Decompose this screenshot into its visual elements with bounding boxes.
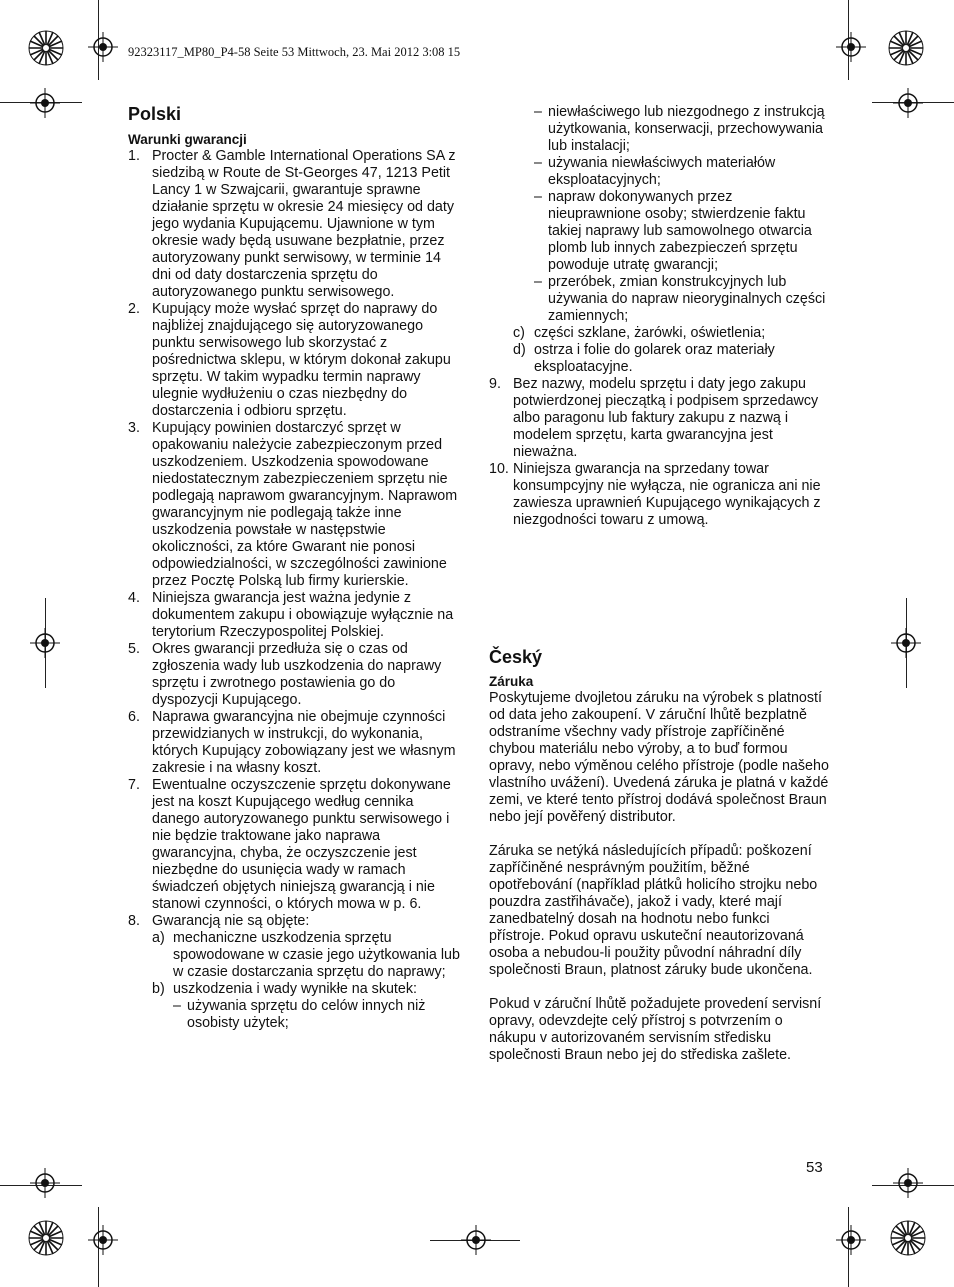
item-text: Ewentualne oczyszczenie sprzętu dokonywane jest na koszt Kupującego według cennika danego autoryzowanego punktu serwisowego i nie będzie traktowane jako naprawa gwarancyjna, chyba, że oczyszczenie jest niezbędne do usunięcia wady w ramach świadczeń objętych niniejszą gwarancją i nie stanowi czynności, o których mowa w p. 6. — [152, 777, 451, 912]
registration-mark-icon — [30, 628, 60, 658]
sub-item-label: c) — [513, 325, 525, 341]
item-text: Kupujący może wysłać sprzęt do naprawy do najbliżej znajdującego się autoryzowanego punktu serwisowego lub skorzystać z pośrednictwa sklepu, w którym dokonał zakupu sprzętu. W takim wypadku termin naprawy ulegnie wydłużeniu o czas niezbędny do dostarczenia i odbioru sprzętu. — [152, 301, 451, 419]
dash-item — [534, 274, 829, 325]
dash-marker: – — [173, 998, 181, 1014]
item-number: 8. — [128, 913, 140, 929]
sub-item-text: części szklane, żarówki, oświetlenia; — [534, 325, 766, 341]
sub-item-text: uszkodzenia i wady wynikłe na skutek: — [173, 981, 417, 997]
dash-item-text: napraw dokonywanych przez nieuprawnione osoby; stwierdzenie faktu takiej naprawy lub samowolnego otwarcia plomb lub innych zabezpieczeń sprzętu powoduje utratę gwarancji; — [548, 189, 812, 273]
item-number: 6. — [128, 709, 140, 725]
list-item — [128, 590, 463, 641]
registration-mark-icon — [88, 32, 118, 62]
list-item — [128, 913, 463, 1032]
item-number: 10. — [489, 461, 509, 477]
left-column — [128, 104, 463, 1032]
registration-mark-icon — [836, 32, 866, 62]
cesky-section — [489, 647, 829, 1064]
registration-mark-icon — [893, 1168, 923, 1198]
starburst-target-icon — [28, 1220, 64, 1256]
registration-mark-icon — [88, 1225, 118, 1255]
sub-item-label: b) — [152, 981, 165, 997]
right-column — [489, 104, 829, 529]
starburst-target-icon — [890, 1220, 926, 1256]
dash-item-text: używania sprzętu do celów innych niż osobisty użytek; — [187, 998, 426, 1031]
sub-item-label: d) — [513, 342, 526, 358]
section-subtitle-zaruka: Záruka — [489, 674, 534, 689]
dash-item — [534, 189, 829, 274]
dash-item-text: używania niewłaściwych materiałów eksploatacyjnych; — [548, 155, 776, 188]
item-text: Procter & Gamble International Operations SA z siedzibą w Route de St-Georges 47, 1213 Petit Lancy 1 w Szwajcarii, gwarantuje sprawne działanie sprzętu w okresie 24 miesięcy od daty jego wydania Kupującemu. Ujawnione w tym okresie wady będą usuwane bezpłatnie, przez autoryzowany punkt serwisowy, w terminie 14 dni od daty dostarczenia sprzętu do autoryzowanego punktu serwisowego. — [152, 148, 456, 300]
dash-item — [173, 998, 463, 1032]
paragraph: Záruka se netýká následujících případů: poškození zapříčiněné nesprávným použitím, běžné opotřebování (například plátků holicího strojku nebo pouzdra zastřihávače), jakož i vady, které mají zanedbatelný dosah na hodnotu nebo funkci přístroje. Pokud opravu uskuteční neautorizovaná osoba a nebudou-li použity původní náhradní díly společnosti Braun, platnost záruky bude ukončena. — [489, 843, 818, 978]
sub-item — [513, 342, 829, 376]
registration-mark-icon — [891, 628, 921, 658]
item-number: 2. — [128, 301, 140, 317]
registration-mark-icon — [461, 1225, 491, 1255]
dash-marker: – — [534, 104, 542, 120]
sub-item — [513, 325, 829, 342]
dash-marker: – — [534, 274, 542, 290]
list-item — [128, 777, 463, 913]
dash-item — [534, 104, 829, 155]
registration-mark-icon — [30, 1168, 60, 1198]
item-text: Niniejsza gwarancja na sprzedany towar konsumpcyjny nie wyłącza, nie ogranicza ani nie zawiesza uprawnień Kupującego wynikających z niezgodności towaru z umową. — [513, 461, 821, 528]
item-number: 4. — [128, 590, 140, 606]
print-job-header: 92323117_MP80_P4-58 Seite 53 Mittwoch, 23. Mai 2012 3:08 15 — [128, 45, 461, 59]
item-text: Naprawa gwarancyjna nie obejmuje czynności przewidzianych w instrukcji, do wykonania, których Kupujący zobowiązany jest we własnym zakresie i na własny koszt. — [152, 709, 456, 776]
list-item — [128, 148, 463, 301]
item-number: 7. — [128, 777, 140, 793]
section-subtitle-warranty: Warunki gwarancji — [128, 132, 247, 147]
starburst-target-icon — [888, 30, 924, 66]
dash-item — [534, 155, 829, 189]
dash-marker: – — [534, 189, 542, 205]
sub-item-label: a) — [152, 930, 165, 946]
item-number: 1. — [128, 148, 140, 164]
list-item — [128, 641, 463, 709]
paragraph: Poskytujeme dvojletou záruku na výrobek s platností od data jeho zakoupení. V záruční lhůtě bezplatně odstraníme všechny vady přístroje zapříčiněné chybou materiálu nebo výroby, a to buď formou opravy, nebo výměnou celého přístroje (podle našeho vlastního uvážení). Uvedená záruka je platná v každé zemi, ve které tento přístroj dodává společnost Braun nebo její pověřený distributor. — [489, 690, 829, 825]
list-item — [489, 376, 829, 461]
item-number: 9. — [489, 376, 501, 392]
list-item — [128, 301, 463, 420]
section-title-cesky: Český — [489, 647, 543, 667]
section-title-polski: Polski — [128, 104, 182, 124]
dash-item-text: przeróbek, zmian konstrukcyjnych lub używania do napraw nieoryginalnych części zamiennych; — [548, 274, 826, 324]
item-number: 5. — [128, 641, 140, 657]
sub-item — [152, 930, 463, 981]
starburst-target-icon — [28, 30, 64, 66]
registration-mark-icon — [893, 88, 923, 118]
dash-marker: – — [534, 155, 542, 171]
registration-mark-icon — [836, 1225, 866, 1255]
item-text: Niniejsza gwarancja jest ważna jedynie z dokumentem zakupu i obowiązuje wyłącznie na terytorium Rzeczypospolitej Polskiej. — [152, 590, 454, 640]
sub-item — [152, 981, 463, 998]
sub-item-text: mechaniczne uszkodzenia sprzętu spowodowane w czasie jego użytkowania lub w czasie dostarczania sprzętu do naprawy; — [173, 930, 460, 980]
item-number: 3. — [128, 420, 140, 436]
paragraph: Pokud v záruční lhůtě požadujete provedení servisní opravy, odevzdejte celý přístroj s potvrzením o nákupu v autorizovaném servisním středisku společnosti Braun nebo jej do střediska zašlete. — [489, 996, 822, 1063]
item-text: Bez nazwy, modelu sprzętu i daty jego zakupu potwierdzonej pieczątką i podpisem sprzedawcy albo paragonu lub faktury zakupu z nazwą i modelem sprzętu, karta gwarancyjna jest nieważna. — [513, 376, 819, 460]
sub-item-text: ostrza i folie do golarek oraz materiały eksploatacyjne. — [534, 342, 775, 375]
list-item — [128, 709, 463, 777]
item-text: Gwarancją nie są objęte: — [152, 913, 310, 929]
list-item — [489, 461, 829, 529]
page-number: 53 — [806, 1159, 823, 1176]
item-text: Okres gwarancji przedłuża się o czas od zgłoszenia wady lub uszkodzenia do naprawy sprzętu i zwrotnego postawienia go do dyspozycji Kupującego. — [152, 641, 442, 708]
list-item — [128, 420, 463, 590]
registration-mark-icon — [30, 88, 60, 118]
dash-item-text: niewłaściwego lub niezgodnego z instrukcją użytkowania, konserwacji, przechowywania lub instalacji; — [548, 104, 825, 154]
item-text: Kupujący powinien dostarczyć sprzęt w opakowaniu należycie zabezpieczonym przed uszkodzeniem. Uszkodzenia spowodowane niedostatecznym zabezpieczeniem sprzętu nie podlegają naprawom gwarancyjnym. Naprawom gwarancyjnym nie podlegają także inne uszkodzenia powstałe w następstwie okoliczności, za które Gwarant nie ponosi odpowiedzialności, w szczególności zawinione przez Pocztę Polską lub firmy kurierskie. — [152, 420, 458, 589]
